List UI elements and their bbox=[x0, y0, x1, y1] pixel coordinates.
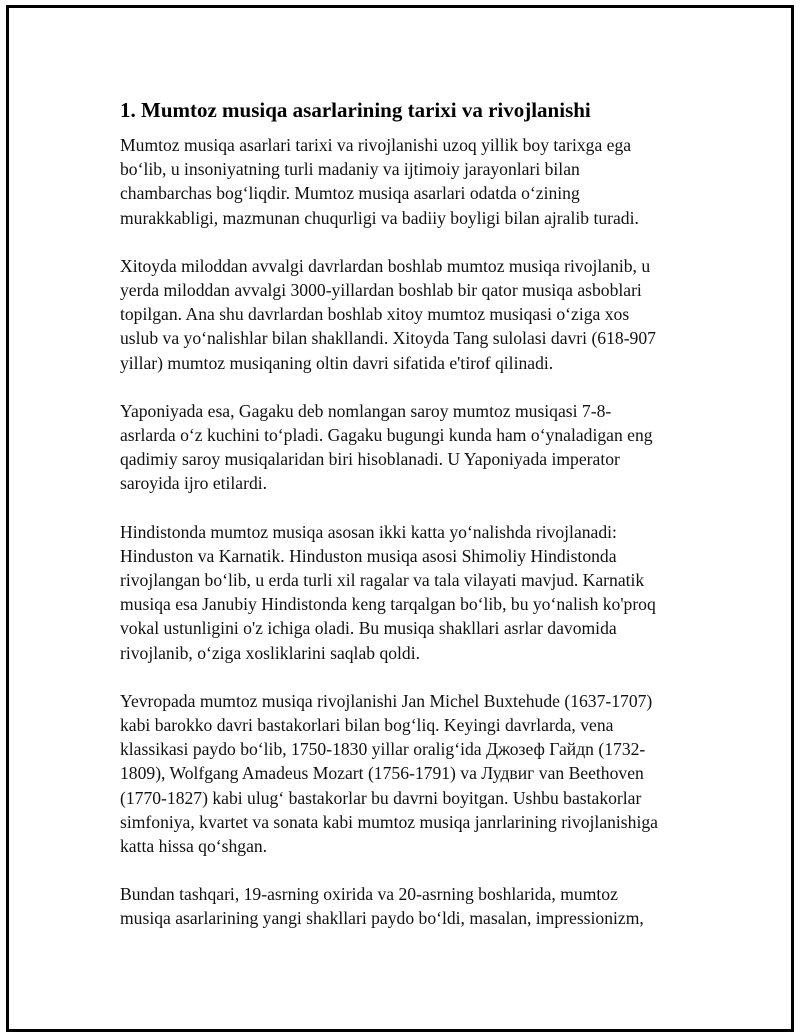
text-line: uslub va yo‘nalishlar bilan shakllandi. Xitoyda Tang sulolasi davri (618-907 bbox=[120, 328, 656, 349]
text-line: Xitoyda miloddan avvalgi davrlardan boshlab mumtoz musiqa rivojlanib, u bbox=[120, 255, 651, 276]
text-line: katta hissa qo‘shgan. bbox=[120, 836, 268, 857]
text-line: Yevropada mumtoz musiqa rivojlanishi Jan Michel Buxtehude (1637-1707) bbox=[120, 690, 653, 711]
text-line: chambarchas bog‘liqdir. Mumtoz musiqa asarlari odatda o‘zining bbox=[120, 183, 580, 204]
text-line: 1809), Wolfgang Amadeus Mozart (1756-1791) va Лудвиг van Beethoven bbox=[120, 763, 644, 784]
text-line: qadimiy saroy musiqalaridan biri hisoblanadi. U Yaponiyada imperator bbox=[120, 449, 620, 470]
text-line: Yaponiyada esa, Gagaku deb nomlangan saroy mumtoz musiqasi 7-8- bbox=[120, 400, 612, 421]
document-body bbox=[120, 97, 695, 955]
text-line: Hinduston va Karnatik. Hinduston musiqa asosi Shimoliy Hindistonda bbox=[120, 545, 617, 566]
text-line: Hindistonda mumtoz musiqa asosan ikki katta yo‘nalishda rivojlanadi: bbox=[120, 521, 617, 542]
text-line: yerda miloddan avvalgi 3000-yillardan boshlab bir qator musiqa asboblari bbox=[120, 280, 642, 301]
text-line: bo‘lib, u insoniyatning turli madaniy va ijtimoiy jarayonlari bilan bbox=[120, 159, 580, 180]
text-line: Mumtoz musiqa asarlari tarixi va rivojlanishi uzoq yillik boy tarixga ega bbox=[120, 135, 632, 155]
text-line: musiqa asarlarining yangi shakllari paydo bo‘ldi, masalan, impressionizm, bbox=[120, 908, 644, 929]
paragraph-china bbox=[120, 254, 695, 375]
text-line: kabi barokko davri bastakorlari bilan bog‘liq. Keyingi davrlarda, vena bbox=[120, 715, 614, 736]
section-heading: 1. Mumtoz musiqa asarlarining tarixi va rivojlanishi bbox=[120, 98, 591, 122]
text-line: topilgan. Ana shu davrlardan boshlab xitoy mumtoz musiqasi o‘ziga xos bbox=[120, 304, 630, 325]
page-frame bbox=[6, 5, 794, 1032]
text-line: murakkabligi, mazmunan chuqurligi va badiiy boyligi bilan ajralib turadi. bbox=[120, 207, 639, 228]
text-line: rivojlangan bo‘lib, u erda turli xil ragalar va tala vilayati mavjud. Karnatik bbox=[120, 570, 645, 591]
text-line: simfoniya, kvartet va sonata kabi mumtoz musiqa janrlarining rivojlanishiga bbox=[120, 811, 658, 832]
text-line: asrlarda o‘z kuchini to‘pladi. Gagaku bugungi kunda ham o‘ynaladigan eng bbox=[120, 425, 653, 446]
text-line: yillar) mumtoz musiqaning oltin davri sifatida e'tirof qilinadi. bbox=[120, 352, 554, 373]
paragraph-intro bbox=[120, 133, 695, 230]
text-line: musiqa esa Janubiy Hindistonda keng tarqalgan bo‘lib, bu yo‘nalish ko'proq bbox=[120, 594, 656, 615]
paragraph-india bbox=[120, 520, 695, 665]
text-line: (1770-1827) kabi ulug‘ bastakorlar bu davrni boyitgan. Ushbu bastakorlar bbox=[120, 787, 642, 808]
paragraph-modern bbox=[120, 882, 695, 930]
text-line: vokal ustunligini o'z ichiga oladi. Bu musiqa shakllari asrlar davomida bbox=[120, 618, 617, 639]
text-line: rivojlanib, o‘ziga xosliklarini saqlab qoldi. bbox=[120, 642, 421, 663]
text-line: klassikasi paydo bo‘lib, 1750-1830 yillar oralig‘ida Джозеф Гайдn (1732- bbox=[120, 739, 646, 760]
text-line: saroyida ijro etilardi. bbox=[120, 473, 268, 494]
text-line: Bundan tashqari, 19-asrning oxirida va 20-asrning boshlarida, mumtoz bbox=[120, 884, 618, 905]
paragraph-europe bbox=[120, 689, 695, 858]
paragraph-japan bbox=[120, 399, 695, 496]
